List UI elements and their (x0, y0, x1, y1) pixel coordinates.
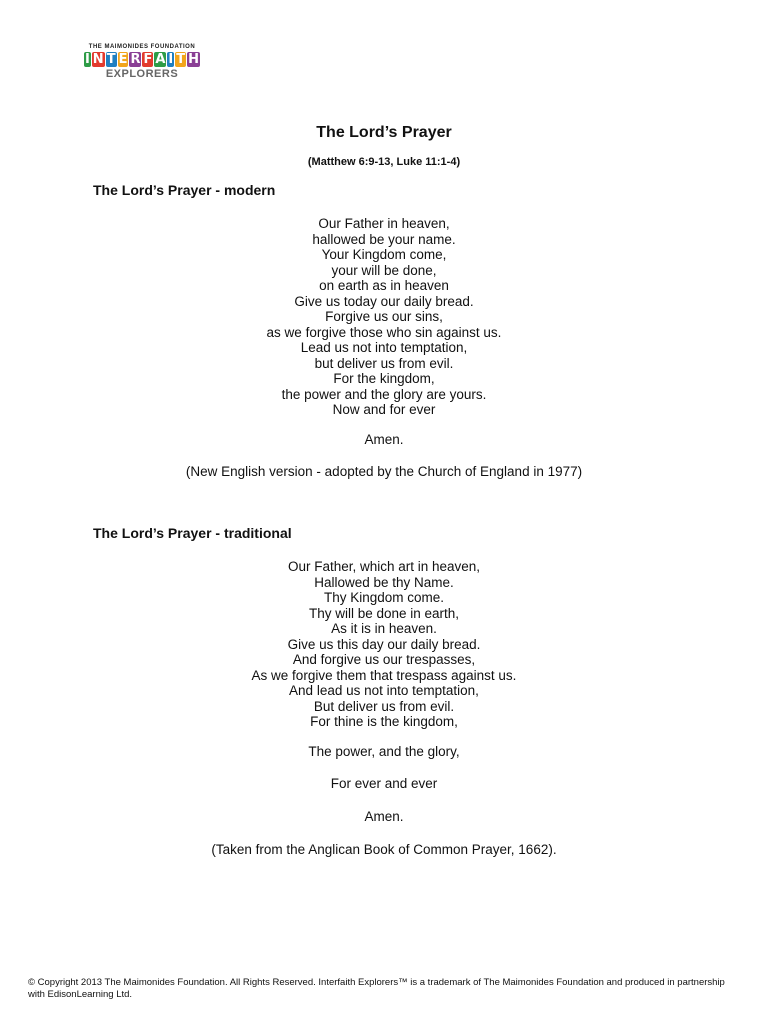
modern-source-note: (New English version - adopted by the Church of England in 1977) (185, 464, 583, 479)
scripture-references: (Matthew 6:9-13, Luke 11:1-4) (307, 156, 461, 168)
prayer-line: As it is in heaven. (331, 621, 437, 636)
prayer-line: Your Kingdom come, (321, 247, 447, 262)
interfaith-explorers-logo (80, 44, 204, 88)
logo-letter: R (130, 52, 141, 67)
modern-amen: Amen. (364, 432, 404, 447)
page-title: The Lord’s Prayer (316, 124, 452, 141)
prayer-line: Thy Kingdom come. (323, 590, 445, 605)
traditional-prayer-text (0, 559, 768, 730)
prayer-line: as we forgive those who sin against us. (266, 324, 502, 340)
logo-interfaith-wordmark (80, 52, 204, 67)
logo-explorers-text: EXPLORERS (105, 68, 179, 80)
logo-letter: E (118, 52, 128, 67)
prayer-line: And forgive us our trespasses, (292, 652, 476, 667)
traditional-amen: Amen. (364, 809, 404, 824)
modern-prayer-text (0, 216, 768, 418)
traditional-forever-line: For ever and ever (330, 776, 438, 791)
prayer-line: Give us today our daily bread. (294, 293, 474, 309)
prayer-line: your will be done, (331, 262, 437, 278)
prayer-line: For thine is the kingdom, (310, 714, 458, 729)
prayer-line: but deliver us from evil. (314, 355, 454, 371)
prayer-line: Forgive us our sins, (325, 309, 443, 324)
prayer-line: the power and the glory are yours. (281, 386, 487, 402)
prayer-line: For the kingdom, (333, 371, 435, 386)
logo-letter: I (168, 52, 174, 67)
traditional-section-heading: The Lord’s Prayer - traditional (93, 525, 292, 541)
logo-letter: I (84, 52, 90, 67)
modern-section-heading: The Lord’s Prayer - modern (93, 182, 276, 198)
prayer-line: on earth as in heaven (319, 278, 449, 293)
prayer-line: Hallowed be thy Name. (314, 574, 454, 590)
logo-foundation-text: THE MAIMONIDES FOUNDATION (88, 44, 196, 50)
logo-letter: N (92, 52, 104, 67)
prayer-line: Our Father in heaven, (318, 216, 450, 231)
prayer-line: As we forgive them that trespass against us. (251, 667, 517, 683)
logo-letter: F (143, 52, 153, 67)
traditional-source-note: (Taken from the Anglican Book of Common Prayer, 1662). (211, 842, 557, 857)
traditional-power-line: The power, and the glory, (308, 744, 460, 759)
prayer-line: Our Father, which art in heaven, (287, 559, 481, 574)
prayer-line: Now and for ever (332, 402, 436, 417)
prayer-line: But deliver us from evil. (313, 698, 455, 714)
logo-letter: T (176, 52, 186, 67)
logo-letter: H (188, 52, 200, 67)
logo-letter: A (155, 52, 166, 67)
prayer-line: Give us this day our daily bread. (287, 636, 481, 652)
prayer-line: Thy will be done in earth, (308, 605, 460, 621)
prayer-line: Lead us not into temptation, (300, 340, 468, 355)
prayer-line: And lead us not into temptation, (289, 683, 479, 698)
copyright-footer: © Copyright 2013 The Maimonides Foundation. All Rights Reserved. Interfaith Explorers™ is a trademark of The Maimonides Foundation and produced in partnership with EdisonLearning Ltd. (28, 977, 725, 1000)
prayer-line: hallowed be your name. (312, 231, 456, 247)
logo-letter: T (106, 52, 116, 67)
